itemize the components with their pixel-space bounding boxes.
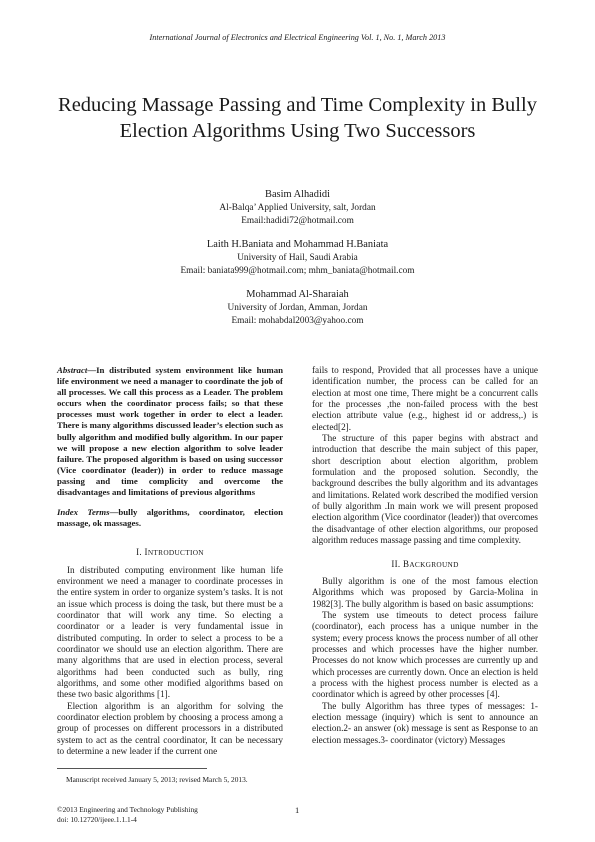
journal-header: International Journal of Electronics and Electrical Engineering Vol. 1, No. 1, March 2013 bbox=[149, 33, 446, 42]
section-number: II. bbox=[391, 558, 401, 569]
author-email: Email:hadidi72@hotmail.com bbox=[241, 215, 354, 226]
author-list bbox=[0, 188, 595, 338]
author-name: Mohammad Al-Sharaiah bbox=[246, 289, 349, 300]
footer-copyright bbox=[57, 805, 198, 824]
section-number: I. bbox=[136, 547, 142, 558]
author-block bbox=[0, 288, 595, 327]
section-initial: B bbox=[403, 558, 410, 569]
index-terms-lead: Index Terms bbox=[57, 507, 110, 518]
section-heading-introduction bbox=[57, 547, 283, 558]
section-title-rest: ACKGROUND bbox=[409, 559, 459, 569]
index-terms-text: —bully algorithms, coordinator, election massage, ok massages. bbox=[57, 507, 283, 529]
author-email: Email: mohabdal2003@yahoo.com bbox=[231, 315, 364, 326]
index-terms bbox=[57, 507, 283, 529]
abstract-lead: Abstract bbox=[57, 365, 88, 375]
footnote-divider bbox=[57, 768, 207, 769]
section-initial: I bbox=[144, 547, 148, 558]
section-heading-background bbox=[312, 559, 538, 570]
abstract bbox=[57, 365, 283, 498]
right-column bbox=[312, 365, 538, 746]
paper-title: Reducing Massage Passing and Time Complexity in Bully Election Algorithms Using Two Successors bbox=[58, 94, 537, 142]
footnote: Manuscript received January 5, 2013; revised March 5, 2013. bbox=[66, 775, 248, 784]
author-affiliation: University of Hail, Saudi Arabia bbox=[237, 253, 358, 263]
author-email: Email: baniata999@hotmail.com; mhm_baniata@hotmail.com bbox=[180, 265, 415, 276]
author-block bbox=[0, 188, 595, 227]
author-affiliation: University of Jordan, Amman, Jordan bbox=[227, 303, 368, 313]
author-name: Basim Alhadidi bbox=[265, 189, 330, 200]
doi-line: doi: 10.12720/ijeee.1.1.1-4 bbox=[57, 814, 137, 824]
abstract-text: —In distributed system environment like human life environment we need a manager to coordinate the job of all processes. We call this process as a Leader. The problem occurs when the coordinator process fails; so that these processes must work together in order to elect a leader. There is many algorithms discussed leader’s election such as bully algorithm and modified bully algorithm. In our paper we will propose a new election algorithm to solve leader failure. The proposed algorithm is based on using successor (Vice coordinator (leader)) in order to reduce massage passing and time complicity and overcome the disadvantages and limitations of previous algorithms bbox=[57, 365, 283, 498]
paragraph: The structure of this paper begins with abstract and introduction that describe the main subject of this paper, short description about election algorithm, problem formulation and the proposed solution. Secondly, the background describes the bully algorithm and its advantages and limitations. Related work described the modified version of bully algorithm .In main work we will present proposed election algorithm (Vice coordinator (leader)) that overcomes the disadvantage of other election algorithms, our proposed algorithm reduces massage passing and time complexity. bbox=[312, 433, 538, 546]
paragraph: Bully algorithm is one of the most famous election Algorithms which was proposed by Garcia-Molina in 1982[3]. The bully algorithm is based on basic assumptions: bbox=[312, 575, 538, 609]
left-column bbox=[57, 365, 283, 758]
paragraph: Election algorithm is an algorithm for solving the coordinator election problem by choosing a process among a group of processes on different processors in a distributed system to act as the central coordinator, It can be necessary to determine a new leader if the current one bbox=[57, 700, 283, 757]
author-name: Laith H.Baniata and Mohammad H.Baniata bbox=[206, 239, 389, 250]
author-block bbox=[0, 238, 595, 277]
paragraph: The bully Algorithm has three types of messages: 1- election message (inquiry) which is sent to announce an election.2- an answer (ok) message is sent as Response to an election messages.3- coordinator (victory) Messages bbox=[312, 700, 538, 745]
paragraph: In distributed computing environment like human life environment we need a manager to coordinate processes in the entire system in order to organize system’s tasks. It is not an issue which process is doing the task, but there must be a coordinator that will work any time. So electing a coordinator or a leader is very fundamental issue in distributed computing. In order to select a process to be a coordinator we should use an election algorithm. There are many algorithms that are used in election process, several algorithms had been conducted such as bully, ring algorithms, and some other modified algorithms based on these two basic algorithms [1]. bbox=[57, 564, 283, 700]
section-title-rest: NTRODUCTION bbox=[147, 548, 204, 558]
author-affiliation: Al-Balqa’ Applied University, salt, Jordan bbox=[219, 203, 376, 213]
paragraph: fails to respond, Provided that all processes have a unique identification number, the process can be called for an election at most one time, There might be a concurrent calls for the processes ,the non-failed process with the best election attribute value (e.g., highest id or address,.) is elected[2]. bbox=[312, 365, 538, 432]
page-number: 1 bbox=[295, 805, 300, 815]
copyright-line: ©2013 Engineering and Technology Publishing bbox=[57, 805, 198, 814]
paragraph: The system use timeouts to detect process failure (coordinator), each process has a unique number in the system; every process knows the process number of all other processes and which processes have the higher number. Processes do not know which processes are currently up and which processes are currently down. Once an election is held a process with the highest process number is elected as a coordinator which is agreed by other processes [4]. bbox=[312, 609, 538, 700]
